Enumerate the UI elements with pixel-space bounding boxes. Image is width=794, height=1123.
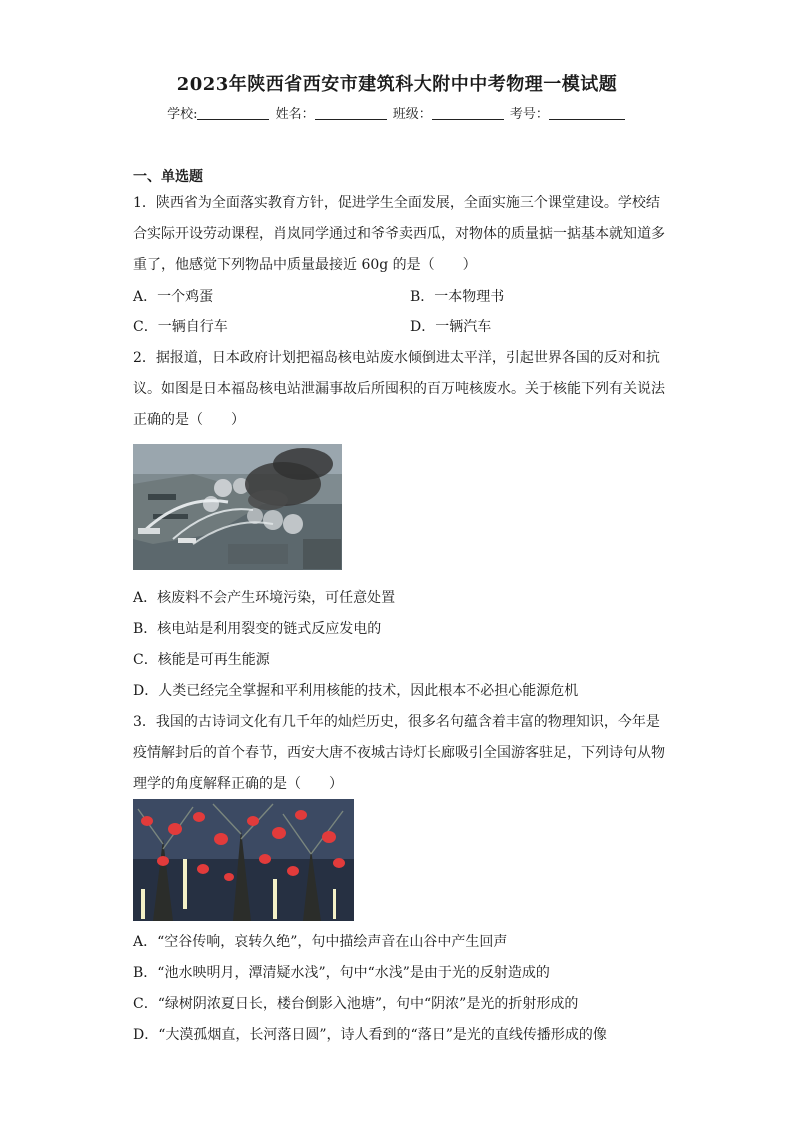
q3-line-2: 疫情解封后的首个春节，西安大唐不夜城古诗灯长廊吸引全国游客驻足，下列诗句从物	[133, 745, 665, 761]
q3-option-a[interactable]: A．“空谷传响，哀转久绝”，句中描绘声音在山谷中产生回声	[133, 934, 508, 950]
q2-option-b[interactable]: B．核电站是利用裂变的链式反应发电的	[133, 621, 382, 637]
q2-line-1: 2．据报道，日本政府计划把福岛核电站废水倾倒进太平洋，引起世界各国的反对和抗	[133, 350, 660, 366]
q1-option-a[interactable]: A．一个鸡蛋	[133, 289, 214, 305]
q3-line-3: 理学的角度解释正确的是（ ）	[133, 776, 343, 792]
q3-option-b[interactable]: B．“池水映明月，潭清疑水浅”，句中“水浅”是由于光的反射造成的	[133, 965, 550, 981]
q1-option-c[interactable]: C．一辆自行车	[133, 319, 228, 335]
q2-line-2: 议。如图是日本福岛核电站泄漏事故后所囤积的百万吨核废水。关于核能下列有关说法	[133, 381, 665, 397]
class-blank[interactable]	[432, 107, 504, 120]
school-blank[interactable]	[197, 107, 269, 120]
q2-line-3: 正确的是（ ）	[133, 412, 245, 428]
q2-option-c[interactable]: C．核能是可再生能源	[133, 652, 270, 668]
number-label: 考号：	[509, 107, 549, 122]
number-blank[interactable]	[549, 107, 625, 120]
q1-line-2: 合实际开设劳动课程，肖岚同学通过和爷爷卖西瓜，对物体的质量掂一掂基本就知道多	[133, 226, 665, 242]
q1-option-d[interactable]: D．一辆汽车	[410, 319, 492, 335]
class-label: 班级：	[392, 107, 432, 122]
q2-option-a[interactable]: A．核废料不会产生环境污染，可任意处置	[133, 590, 396, 606]
q3-option-d[interactable]: D．“大漠孤烟直，长河落日圆”，诗人看到的“落日”是光的直线传播形成的像	[133, 1027, 607, 1043]
lantern-corridor-photo	[133, 799, 354, 921]
school-label: 学校:	[167, 107, 198, 122]
q2-option-d[interactable]: D．人类已经完全掌握和平利用核能的技术，因此根本不必担心能源危机	[133, 683, 579, 699]
section-heading: 一、单选题	[133, 169, 203, 185]
student-info-line	[0, 103, 794, 122]
name-blank[interactable]	[315, 107, 387, 120]
q1-option-b[interactable]: B．一本物理书	[410, 289, 505, 305]
q3-option-c[interactable]: C．“绿树阴浓夏日长，楼台倒影入池塘”，句中“阴浓”是光的折射形成的	[133, 996, 579, 1012]
q3-line-1: 3．我国的古诗词文化有几千年的灿烂历史，很多名句蕴含着丰富的物理知识，今年是	[133, 714, 660, 730]
q1-line-1: 1．陕西省为全面落实教育方针，促进学生全面发展，全面实施三个课堂建设。学校结	[133, 195, 660, 211]
fukushima-plant-photo	[133, 444, 342, 570]
exam-title: 2023年陕西省西安市建筑科大附中中考物理一模试题	[176, 74, 618, 95]
name-label: 姓名：	[275, 107, 315, 122]
q1-line-3: 重了，他感觉下列物品中质量最接近 60g 的是（ ）	[133, 257, 477, 273]
